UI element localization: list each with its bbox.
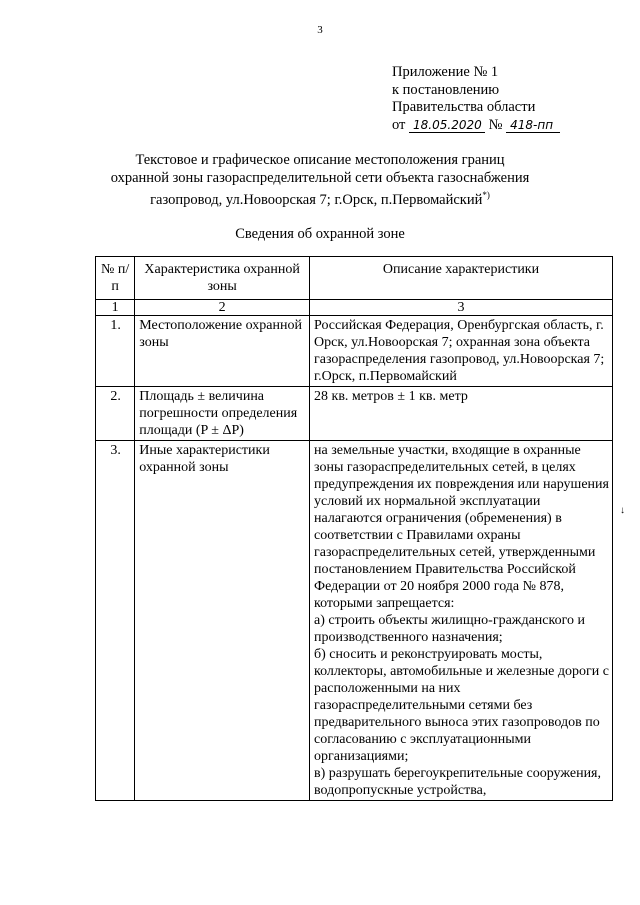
row-description <box>310 441 613 801</box>
header-description: Описание характеристики <box>310 257 613 300</box>
appendix-line-4 <box>392 117 560 135</box>
row-description <box>310 387 613 441</box>
appendix-number-label: № <box>488 116 503 133</box>
table-row <box>96 316 613 387</box>
row-characteristic: Местоположение охранной зоны <box>135 316 310 387</box>
handwritten-number: 418-пп <box>506 118 560 133</box>
row-number: 3. <box>96 441 135 801</box>
page-number: 3 <box>317 24 323 36</box>
section-subtitle: Сведения об охранной зоне <box>235 226 405 242</box>
description-paragraph: а) строить объекты жилищно-гражданского и производственного назначения; <box>314 613 585 645</box>
appendix-line-2: к постановлению <box>392 81 500 98</box>
handwritten-date: 18.05.2020 <box>409 118 485 133</box>
description-paragraph: б) сносить и реконструировать мосты, коллекторы, автомобильные и железные дороги с расположенными на них газораспределительными сетями без предварительного выноса этих газопроводов по согласованию с эксплуатационными организациями; <box>314 647 609 764</box>
footnote-mark: *) <box>482 190 490 200</box>
title-line-1: Текстовое и графическое описание местоположения границ <box>135 152 505 168</box>
description-paragraph: в) разрушать берегоукрепительные сооружения, водопропускные устройства, <box>314 766 601 798</box>
row-characteristic: Площадь ± величина погрешности определения площади (P ± ΔP) <box>135 387 310 441</box>
table-row <box>96 441 613 801</box>
row-characteristic: Иные характеристики охранной зоны <box>135 441 310 801</box>
row-number: 1. <box>96 316 135 387</box>
description-paragraph: Российская Федерация, Оренбургская область, г. Орск, ул.Новоорская 7; охранная зона объекта газораспределения газопровод, ул.Новоорская 7; г.Орск, п.Первомайский <box>314 318 605 384</box>
column-number-row <box>96 300 613 316</box>
title-line-3 <box>40 187 600 209</box>
appendix-block <box>392 64 560 134</box>
margin-arrow-mark: ↓ <box>620 505 625 516</box>
table-row <box>96 387 613 441</box>
description-paragraph: 28 кв. метров ± 1 кв. метр <box>314 389 468 404</box>
title-line-3-text: газопровод, ул.Новоорская 7; г.Орск, п.Первомайский <box>150 191 483 208</box>
zone-info-table <box>95 256 613 801</box>
header-characteristic: Характеристика охранной зоны <box>135 257 310 300</box>
column-number-1: 1 <box>96 300 135 316</box>
row-number: 2. <box>96 387 135 441</box>
document-title <box>40 152 600 209</box>
column-number-3: 3 <box>310 300 613 316</box>
title-line-2: охранной зоны газораспределительной сети объекта газоснабжения <box>110 169 530 186</box>
row-description <box>310 316 613 387</box>
header-number: № п/п <box>96 257 135 300</box>
table-header-row <box>96 257 613 300</box>
appendix-line-1: Приложение № 1 <box>392 64 499 80</box>
description-paragraph: на земельные участки, входящие в охранные зоны газораспределительных сетей, в целях предупреждения их повреждения или нарушения условий их нормальной эксплуатации налагаются ограничения (обременения) в соответствии с Правилами охраны газораспределительных сетей, утвержденными постановлением Правительства Российской Федерации от 20 ноября 2000 года № 878, которыми запрещается: <box>314 443 609 611</box>
appendix-from-label: от <box>392 116 406 133</box>
column-number-2: 2 <box>135 300 310 316</box>
appendix-line-3: Правительства области <box>392 99 536 115</box>
